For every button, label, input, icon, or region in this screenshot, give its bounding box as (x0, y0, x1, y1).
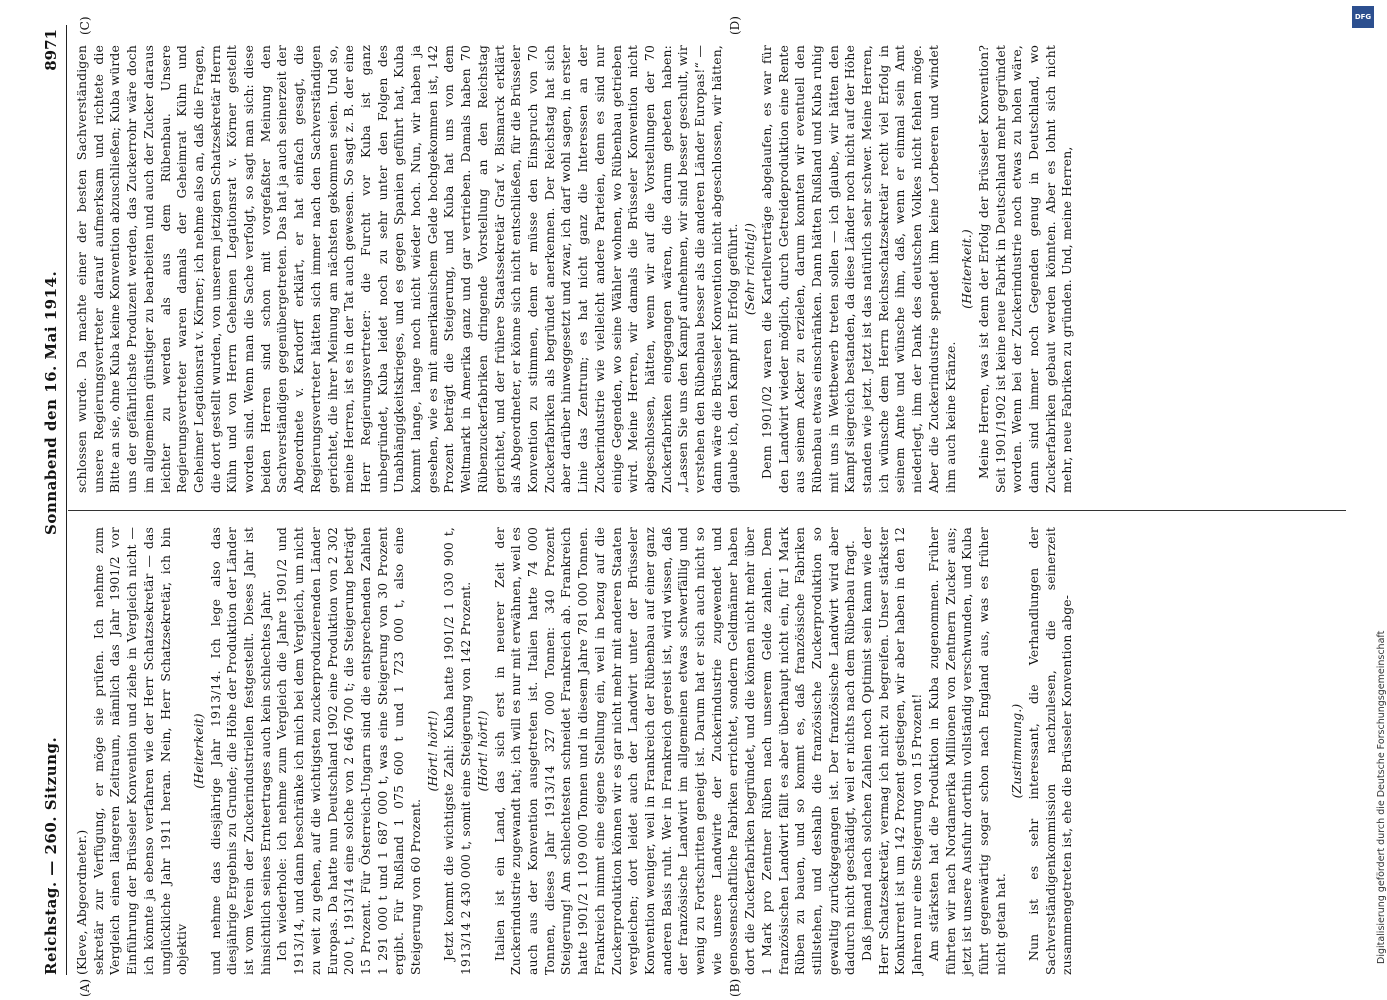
paragraph: Nun ist es sehr interessant, die Verhandlungen der Sachverständigenkommission nachzulesen, die seinerzeit zusammengetreten ist, ehe die Brüsseler Konvention abge- (1026, 527, 1075, 975)
margin-marker-d: (D) (728, 16, 742, 35)
margin-marker-b: (B) (728, 978, 742, 997)
paragraph: Am stärksten hat die Produktion in Kuba zugenommen. Früher führten wir nach Nordamerika Millionen von Zentnern Zucker aus; jetzt ist unsere Ausfuhr dorthin vollständig verschwunden, und Kuba führt gegenwärtig sogar schon nach England aus, was es früher nicht getan hat. (925, 527, 1008, 975)
paragraph: Daß jemand nach solchen Zahlen noch Optimist sein kann wie der Herr Schatzsekretär, vermag ich nicht zu begreifen. Unser stärkster Konkurrent ist um 142 Prozent gestiegen, wir aber haben in den 12 Jahren nur eine Steigerung von 15 Prozent! (859, 527, 925, 975)
interjection: (Zustimmung.) (1009, 703, 1025, 799)
interjection: (Heiterkeit.) (959, 229, 975, 309)
interjection: (Hört! hört!) (474, 710, 490, 792)
margin-marker-a: (A) (78, 978, 92, 997)
speaker-note: (Kleve, Abgeordneter.) (74, 829, 89, 975)
digitization-note (1364, 34, 1387, 964)
paragraph: Jetzt kommt die wichtigste Zahl: Kuba hatte 1901/2 1 030 900 t, 1913/14 2 430 000 t, somit eine Steigerung von 142 Prozent. (441, 527, 474, 975)
page-number: 8971 (42, 29, 60, 71)
paragraph: und nehme das diesjährige Jahr 1913/14. Ich lege also das diesjährige Ergebnis zu Grunde; die Höhe der Produktion der Länder ist vom Verein der Zuckerindustriellen festgestellt. Dieses Jahr ist hinsichtlich seines Ernteertrages auch kein schlechtes Jahr. (207, 527, 273, 975)
dfg-logo: DFG (1352, 6, 1374, 28)
header-left: Reichstag. — 260. Sitzung. (42, 736, 60, 975)
digitization-note-text: Digitalisierung gefördert durch die Deutsche Forschungsgemeinschaft (1376, 630, 1387, 964)
interjection: (Heiterkeit) (190, 713, 206, 789)
interjection: (Sehr richtig!) (742, 222, 758, 316)
paragraph: Meine Herren, was ist denn der Erfolg der Brüsseler Konvention? Seit 1901/1902 ist keine neue Fabrik in Deutschland mehr gegründet worden. Wenn bei der Zuckerindustrie noch etwas zu holen wäre, dann sind immer noch Gegenden genug in Deutschland, wo Zuckerfabriken gebaut werden könnten. Aber es lohnt sich nicht mehr, neue Fabriken zu gründen. Und, meine Herren, (975, 45, 1075, 493)
interjection: (Hört! hört!) (424, 710, 440, 792)
paragraph: Denn 1901/02 waren die Kartellverträge abgelaufen, es war für den Landwirt wieder möglich, durch Getreideproduktion eine Rente aus seinem Acker zu erzielen, darum konnten wir eventuell den Rübenbau etwas einschränken. Dann hätten Rußland und Kuba ruhig mit uns in Wettbewerb treten sollen — ich glaube, wir hätten den Kampf siegreich bestanden, da diese Länder noch nicht auf der Höhe standen wie jetzt. Jetzt ist das natürlich sehr schwer. Meine Herren, ich wünsche dem Herrn Reichsschatzsekretär recht viel Erfolg in seinem Amte und wünsche ihm, daß, wenn er einmal sein Amt niederlegt, ihm der Dank des deutschen Volkes nicht fehlen möge. Aber die Zuckerindustrie spendet ihm keine Lorbeeren und windet ihm auch keine Kränze. (758, 45, 958, 493)
paragraph: Ich wiederhole: ich nehme zum Vergleich die Jahre 1901/2 und 1913/14, und dann beschränke ich mich bei dem Vergleich, um nicht zu weit zu gehen, auf die wichtigsten zuckerproduzierenden Länder Europas. Da hatte nun Deutschland 1902 eine Produktion von 2 302 200 t, 1913/14 eine solche von 2 646 700 t; die Steigerung beträgt 15 Prozent. Für Österreich-Ungarn sind die entsprechenden Zahlen 1 291 000 t und 1 687 000 t, was eine Steigerung von 30 Prozent ergibt. Für Rußland 1 075 600 t und 1 723 000 t, also eine Steigerung von 60 Prozent. (274, 527, 424, 975)
paragraph: schlossen wurde. Da machte einer der besten Sachverständigen unsere Regierungsvertreter darauf aufmerksam und richtete die Bitte an sie, ohne Kuba keine Konvention abzuschließen; Kuba würde uns der gefährlichste Produzent werden, das Zuckerrohr wäre doch im allgemeinen günstiger zu bearbeiten und auch der Zucker daraus leichter zu werden als aus dem Rübenbau. Unsere Regierungsvertreter waren damals der Geheimrat Kühn und Geheimer Legationsrat v. Körner; ich nehme also an, daß die Fragen, die dort gestellt wurden, von unserem jetzigen Schatzsekretär Herrn Kühn und von Herrn Geheimen Legationsrat v. Körner gestellt worden sind. Wenn man die Sache verfolgt, so sagt man sich: diese beiden Herren sind schon mit vorgefaßter Meinung den Sachverständigen gegenübergetreten. Das hat ja auch seinerzeit der Abgeordnete v. Kardorff erklärt, er hat einfach gesagt, die Regierungsvertreter hätten sich immer nach den Sachverständigen gerichtet, die ihrer Meinung am nächsten gekommen seien. Und so, meine Herren, ist es in der Tat auch gewesen. So sagt z. B. der eine Herr Regierungsvertreter: die Furcht vor Kuba ist ganz unbegründet, Kuba leidet noch zu sehr unter den Folgen des Unabhängigkeitskrieges, und es gegen Spanien geführt hat, Kuba kommt lange, lange noch nicht wieder hoch. Nun, wir haben ja gesehen, wie es mit amerikanischem Gelde hochgekommen ist, 142 Prozent beträgt die Steigerung, und Kuba hat uns von dem Weltmarkt in Amerika ganz und gar vertrieben. Damals haben 70 Rübenzuckerfabriken dringende Vorstellung an den Reichstag gerichtet, und der frühere Staatssekretär Graf v. Bismarck erklärt als Abgeordneter, er könne sich nicht entschließen, für die Brüsseler Konvention zu stimmen, denn er müsse den Einspruch von 70 Zuckerfabriken als begründet anerkennen. Der Reichstag hat sich aber darüber hinweggesetzt und zwar, ich darf wohl sagen, in erster Linie das Zentrum; es hat nicht ganz die Interessen an der Zuckerindustrie wie vielleicht andere Parteien, denn es sind nur einige Gegenden, wo seine Wähler wohnen, wo Rübenbau getrieben wird. Meine Herren, wir damals die Brüsseler Konvention nicht abgeschlossen, hätten, wenn wir auf die Vorstellungen der 70 Zuckerfabriken eingegangen wären, die darum gebeten haben: „Lassen Sie uns den Kampf aufnehmen, wir sind besser geschult, wir verstehen den Rübenbau besser als die anderen Länder Europas!“ — dann wäre die Brüsseler Konvention nicht abgeschlossen, wir hätten, glaube ich, den Kampf mit Erfolg geführt. (74, 45, 741, 493)
header-date: Sonnabend den 16. Mai 1914. (42, 270, 60, 535)
left-column (74, 527, 1342, 975)
page-header (38, 25, 67, 975)
right-column (74, 45, 1342, 493)
paragraph: sekretär zur Verfügung, er möge sie prüfen. Ich nehme zum Vergleich einen längeren Zeitraum, nämlich das Jahr 1901/2 vor Einführung der Brüsseler Konvention und ziehe in Vergleich nicht — ich könnte ja ebenso verfahren wie der Herr Schatzsekretär — das unglückliche Jahr 1911 heran. Nein, Herr Schatzsekretär, ich bin objektiv (90, 527, 190, 975)
margin-marker-c: (C) (78, 16, 92, 35)
column-divider (68, 510, 1346, 511)
paragraph: Italien ist ein Land, das sich erst in neuerer Zeit der Zuckerindustrie zugewandt hat; ich will es nur mit erwähnen, weil es auch aus der Konvention ausgetreten ist. Italien hatte 74 000 Tonnen, dieses Jahr 1913/14 327 000 Tonnen: 340 Prozent Steigerung! Am schlechtesten schneidet Frankreich ab. Frankreich hatte 1901/2 1 109 000 Tonnen und in diesem Jahre 781 000 Tonnen. Frankreich nimmt eine eigene Stellung ein, weil in bezug auf die Zuckerproduktion können wir es gar nicht mehr mit anderen Staaten vergleichen; dort leidet auch der Landwirt unter der Brüsseler Konvention weniger, weil in Frankreich der Rübenbau auf einer ganz anderen Basis ruht. Wer in Frankreich gereist ist, wird wissen, daß der französische Landwirt im allgemeinen etwas schwerfällig und wenig zu Fortschritten geneigt ist. Darum hat er sich auch nicht so wie unsere Landwirte der Zuckerindustrie zugewendet und genossenschaftliche Fabriken errichtet, sondern Geldmänner haben dort die Zuckerfabriken begründet, und die können nicht mehr über 1 Mark pro Zentner Rüben nach unserem Gelde zahlen. Dem französischen Landwirt fällt es aber überhaupt nicht ein, für 1 Mark Rüben zu bauen, und so kommt es, daß französische Fabriken stillstehen, und deshalb die französische Zuckerproduktion so gewaltig zurückgegangen ist. Der französische Landwirt wird aber dadurch nicht geschädigt, weil er nichts nach dem Rübenbau fragt. (491, 527, 858, 975)
rotated-page (38, 16, 1348, 997)
